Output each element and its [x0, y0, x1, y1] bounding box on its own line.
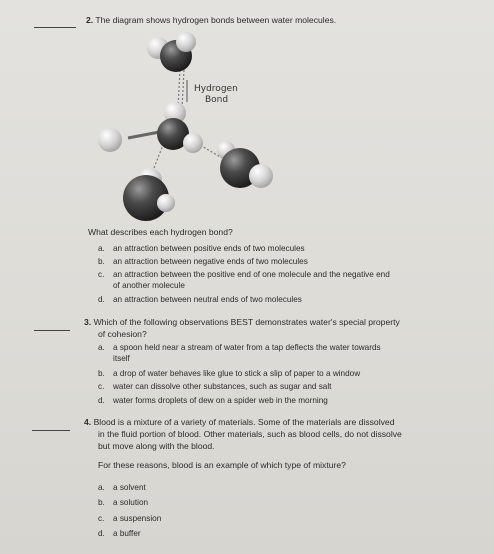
option-text: an attraction between positive ends of two molecules: [113, 244, 305, 253]
q3-option-d[interactable]: [98, 396, 328, 407]
option-text: a spoon held near a stream of water from a tap deflects the water towards: [113, 343, 381, 352]
option-letter: a.: [98, 343, 105, 352]
option-text: a solvent: [113, 483, 146, 492]
option-letter: b.: [98, 257, 105, 266]
question-number: 3.: [84, 317, 92, 327]
option-letter: d.: [98, 529, 105, 538]
q4-option-c[interactable]: [98, 514, 161, 525]
q3-option-b[interactable]: [98, 369, 360, 380]
option-text-continued: itself: [113, 354, 130, 363]
option-letter: a.: [98, 244, 105, 253]
q4-option-d[interactable]: [98, 529, 141, 540]
question-prompt: The diagram shows hydrogen bonds between water molecules.: [95, 15, 337, 25]
option-letter: b.: [98, 498, 105, 507]
q2-option-d[interactable]: [98, 295, 302, 306]
option-letter: b.: [98, 369, 105, 378]
question-4: [84, 417, 394, 428]
option-text: a suspension: [113, 514, 162, 523]
hydrogen-atom: [176, 32, 196, 52]
option-letter: d.: [98, 396, 105, 405]
option-text: a buffer: [113, 529, 141, 538]
question-3-prompt-cont: of cohesion?: [98, 329, 147, 339]
question-number: 2.: [86, 15, 94, 25]
question-4-stem: For these reasons, blood is an example of which type of mixture?: [98, 460, 346, 470]
hydrogen-atom: [249, 164, 273, 188]
q2-option-b[interactable]: [98, 257, 308, 268]
hydrogen-bond-label-line1: Hydrogen: [194, 84, 238, 94]
water-molecule-top: [147, 32, 196, 72]
q3-option-a[interactable]: [98, 343, 381, 354]
option-letter: c.: [98, 382, 105, 391]
option-text: a solution: [113, 498, 149, 507]
option-text: an attraction between the positive end of one molecule and the negative end: [113, 270, 390, 279]
water-molecule-right: [217, 141, 273, 188]
option-text: an attraction between negative ends of two molecules: [113, 257, 308, 266]
answer-blank-q4[interactable]: [32, 430, 70, 431]
question-prompt: Which of the following observations BEST demonstrates water's special property: [93, 317, 400, 327]
option-text: water forms droplets of dew on a spider web in the morning: [113, 396, 328, 405]
hydrogen-atom: [98, 128, 122, 152]
hydrogen-bond-label-line2: Bond: [205, 95, 229, 105]
option-letter: a.: [98, 483, 105, 492]
question-prompt: Blood is a mixture of a variety of materials. Some of the materials are dissolved: [93, 417, 395, 427]
q4-option-b[interactable]: [98, 498, 148, 509]
hydrogen-atom: [157, 194, 175, 212]
option-text-continued: of another molecule: [113, 281, 185, 290]
option-text: an attraction between neutral ends of two molecules: [113, 295, 302, 304]
option-text: a drop of water behaves like glue to stick a slip of paper to a window: [113, 369, 361, 378]
q2-option-a[interactable]: [98, 244, 305, 255]
q4-option-a[interactable]: [98, 483, 146, 494]
q2-option-c[interactable]: [98, 270, 390, 281]
question-4-prompt-cont: but move along with the blood.: [98, 441, 215, 451]
answer-blank-q3[interactable]: [34, 330, 70, 331]
water-molecule-bottom: [123, 168, 175, 221]
option-letter: c.: [98, 514, 105, 523]
question-4-prompt-cont: in the fluid portion of blood. Other materials, such as blood cells, do not dissolve: [98, 429, 402, 439]
option-letter: c.: [98, 270, 105, 279]
water-molecule-center: [98, 102, 203, 153]
question-2-stem: What describes each hydrogen bond?: [88, 227, 233, 237]
option-letter: d.: [98, 295, 105, 304]
hydrogen-atom: [183, 133, 203, 153]
option-text: water can dissolve other substances, such as sugar and salt: [113, 382, 332, 391]
q3-option-c[interactable]: [98, 382, 331, 393]
question-3: [84, 317, 400, 328]
question-number: 4.: [84, 417, 92, 427]
